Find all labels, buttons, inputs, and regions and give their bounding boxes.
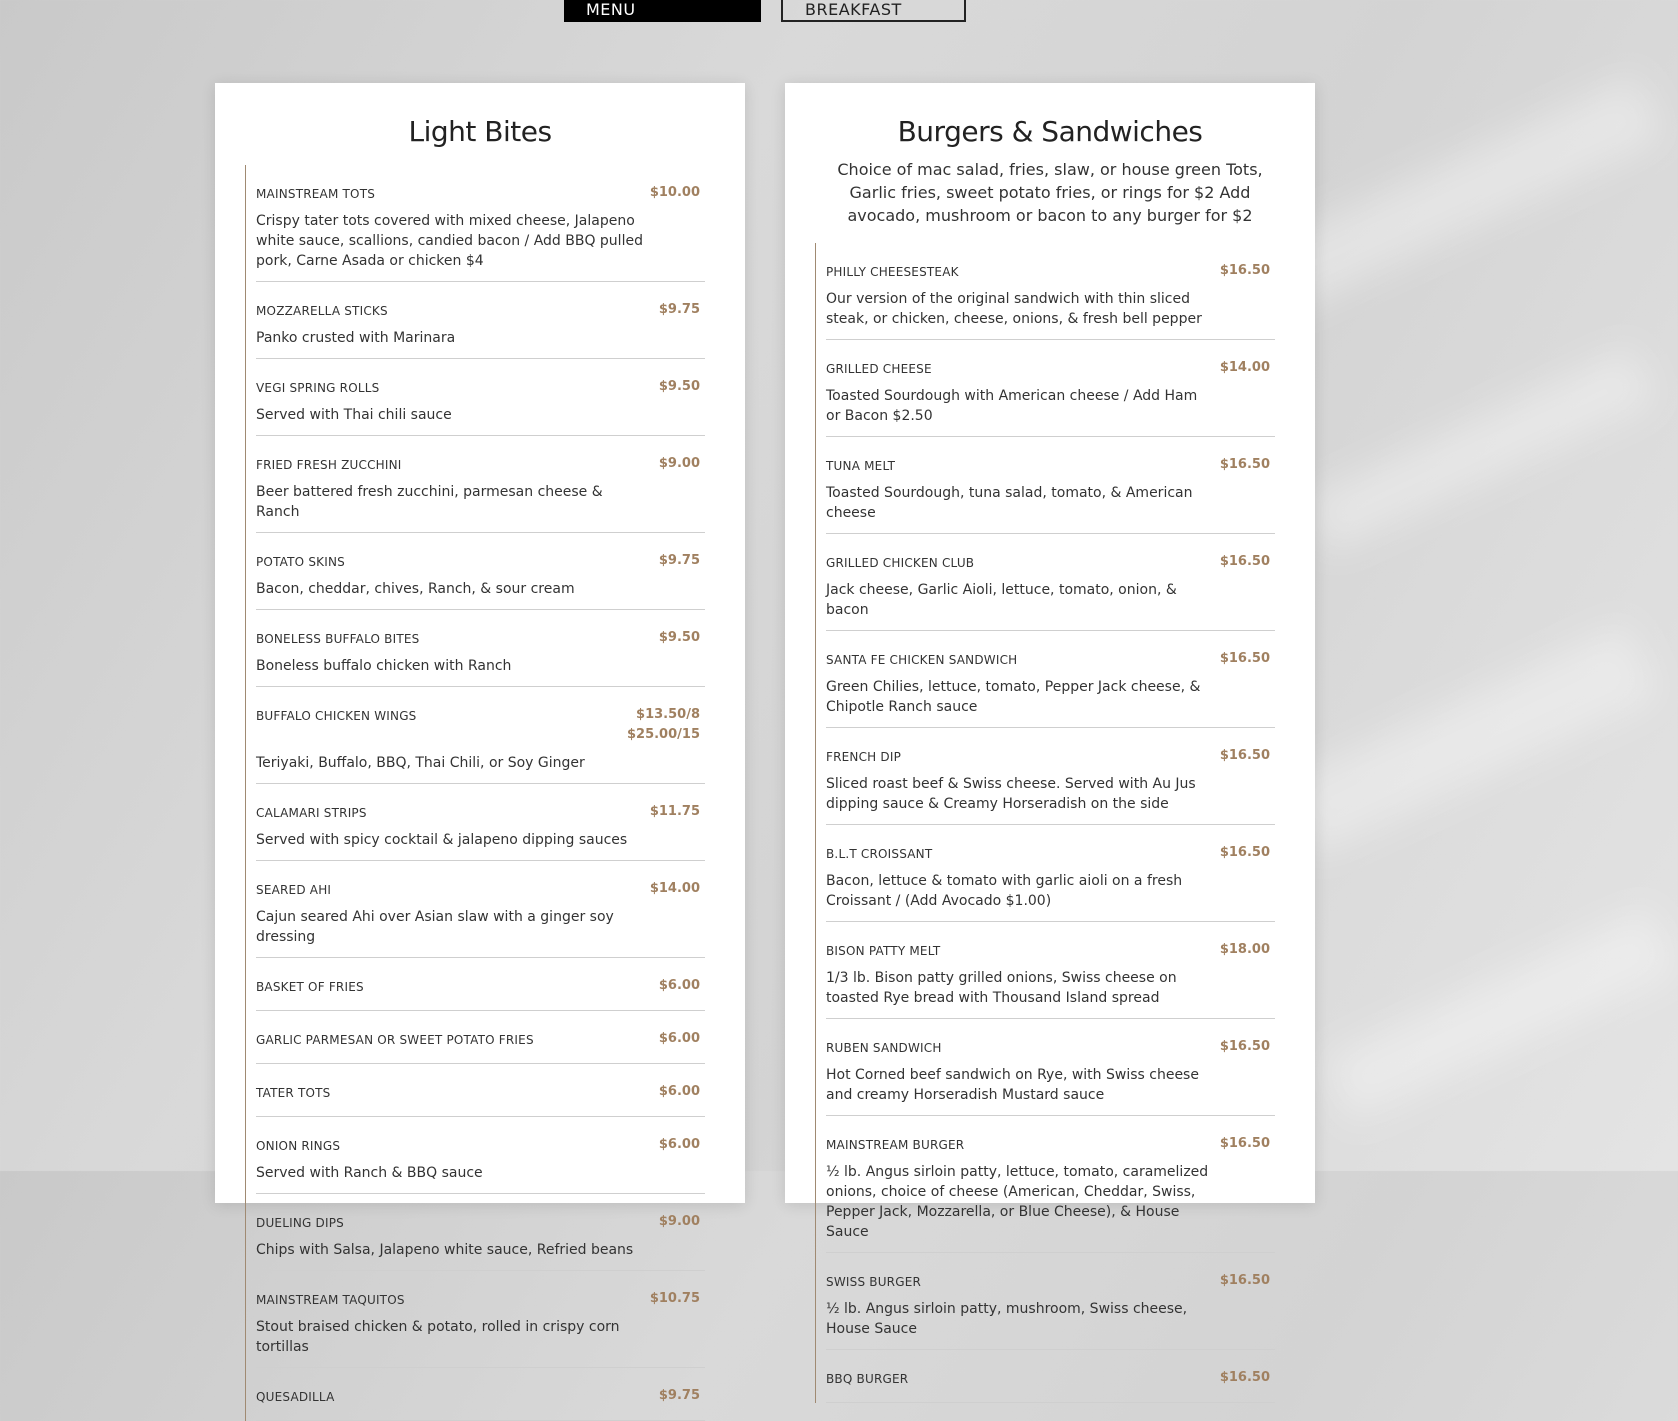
menu-item-name: MOZZARELLA STICKS (256, 304, 388, 318)
menu-item (256, 610, 705, 687)
menu-item-price (659, 628, 705, 648)
menu-item-name: MAINSTREAM TOTS (256, 187, 376, 201)
menu-item-name: PHILLY CHEESESTEAK (826, 265, 959, 279)
menu-item (256, 1368, 705, 1421)
menu-item-price-value: $16.50 (1219, 845, 1270, 860)
menu-item-head (826, 1368, 1275, 1388)
menu-item-price-value: $9.75 (658, 1388, 700, 1403)
light-bites-title: Light Bites (408, 115, 552, 148)
menu-item-description: Teriyaki, Buffalo, BBQ, Thai Chili, or Soy Ginger (256, 755, 585, 771)
menu-item-price (659, 377, 705, 397)
light-bites-card (215, 83, 745, 1404)
menu-item (256, 165, 705, 282)
menu-item-price-value: $16.50 (1219, 457, 1270, 472)
menu-item-name: SANTA FE CHICKEN SANDWICH (826, 653, 1018, 667)
menu-item-description: Cajun seared Ahi over Asian slaw with a ginger soy dressing (256, 909, 614, 945)
menu-item-name: QUESADILLA (256, 1390, 335, 1404)
menu-item-price (650, 802, 705, 822)
menu-item-price-value: $6.00 (658, 1137, 700, 1152)
menu-item-head (826, 358, 1275, 378)
menu-item-price-value: $16.50 (1219, 1273, 1270, 1288)
menu-item (256, 958, 705, 1011)
menu-item-price-value: $9.50 (658, 379, 700, 394)
menu-item-name: DUELING DIPS (256, 1216, 344, 1230)
menu-item-price-value: $6.00 (658, 1084, 700, 1099)
menu-item-description: Served with Ranch & BBQ sauce (256, 1165, 483, 1181)
menu-item-price-value: $9.75 (658, 553, 700, 568)
menu-item-price (659, 300, 705, 320)
menu-item-price-value: $9.00 (658, 1214, 700, 1229)
menu-item-price (659, 551, 705, 571)
menu-item-price-value: $16.50 (1219, 1136, 1270, 1151)
menu-item-name: MAINSTREAM BURGER (826, 1138, 965, 1152)
menu-item-price (659, 1029, 705, 1049)
burgers-title: Burgers & Sandwiches (897, 115, 1203, 148)
menu-item-name: TUNA MELT (826, 459, 896, 473)
menu-item (826, 631, 1275, 728)
menu-item-price-value: $9.75 (658, 302, 700, 317)
menu-item-name: SWISS BURGER (826, 1275, 922, 1289)
menu-item-price (659, 1212, 705, 1232)
menu-item (256, 533, 705, 610)
menu-item-head (256, 1135, 705, 1155)
menu-item (256, 436, 705, 533)
menu-item-name: BBQ BURGER (826, 1372, 909, 1386)
menu-item-head (256, 1029, 705, 1049)
menu-item-description: Toasted Sourdough, tuna salad, tomato, & American cheese (826, 485, 1193, 521)
menu-item-head (256, 1212, 705, 1232)
menu-item-price (1220, 552, 1275, 572)
menu-item-price-value: $10.75 (649, 1291, 700, 1306)
menu-item-head (256, 377, 705, 397)
menu-item-description: Served with Thai chili sauce (256, 407, 452, 423)
menu-item-price (1220, 746, 1275, 766)
burgers-list (815, 243, 1275, 1403)
menu-item-head (256, 551, 705, 571)
menu-item-name: RUBEN SANDWICH (826, 1041, 942, 1055)
menu-item (256, 359, 705, 436)
menu-item (826, 1116, 1275, 1253)
menu-item (256, 1117, 705, 1194)
menu-item-head (256, 1082, 705, 1102)
menu-item-name: FRIED FRESH ZUCCHINI (256, 458, 402, 472)
menu-item-price (659, 454, 705, 474)
menu-item-description: Bacon, cheddar, chives, Ranch, & sour cream (256, 581, 575, 597)
menu-item-description: Boneless buffalo chicken with Ranch (256, 658, 512, 674)
menu-item (256, 1064, 705, 1117)
menu-item-name: GRILLED CHICKEN CLUB (826, 556, 975, 570)
menu-tabs (0, 0, 1530, 22)
menu-item-name: CALAMARI STRIPS (256, 806, 367, 820)
menu-item-name: SEARED AHI (256, 883, 332, 897)
menu-item-name: BONELESS BUFFALO BITES (256, 632, 420, 646)
menu-item-head (256, 1386, 705, 1406)
menu-item-price-value: $9.00 (658, 456, 700, 471)
burgers-note: Choice of mac salad, fries, slaw, or house green Tots, Garlic fries, sweet potato fries, or rings for $2 Add avocado, mushroom or bacon to any burger for $2 (837, 160, 1263, 225)
menu-item-head (256, 705, 705, 745)
menu-item-price (1220, 1134, 1275, 1154)
menu-item-price (659, 976, 705, 996)
menu-item-price-value: $6.00 (658, 1031, 700, 1046)
menu-item-head (826, 1037, 1275, 1057)
menu-item-description: Jack cheese, Garlic Aioli, lettuce, tomato, onion, & bacon (826, 582, 1177, 618)
menu-item (826, 1019, 1275, 1116)
menu-item-description: Bacon, lettuce & tomato with garlic aioli on a fresh Croissant / (Add Avocado $1.00) (826, 873, 1183, 909)
menu-item-name: MAINSTREAM TAQUITOS (256, 1293, 405, 1307)
menu-item (256, 1271, 705, 1368)
menu-item-price-value: $16.50 (1219, 748, 1270, 763)
menu-item-price-value: $18.00 (1219, 942, 1270, 957)
menu-item-description: 1/3 lb. Bison patty grilled onions, Swiss cheese on toasted Rye bread with Thousand Island spread (826, 970, 1177, 1006)
menu-item-head (256, 802, 705, 822)
menu-item-price (659, 1386, 705, 1406)
menu-item-price (1220, 843, 1275, 863)
menu-item-head (256, 183, 705, 203)
menu-item-price-value: $16.50 (1219, 651, 1270, 666)
menu-item-description: Panko crusted with Marinara (256, 330, 456, 346)
menu-item-price (1220, 1037, 1275, 1057)
menu-item (826, 922, 1275, 1019)
menu-item-price-value: $16.50 (1219, 1039, 1270, 1054)
menu-item-head (256, 1289, 705, 1309)
menu-item-description: Stout braised chicken & potato, rolled in crispy corn tortillas (256, 1319, 620, 1355)
menu-item-price (1220, 940, 1275, 960)
menu-item (826, 1253, 1275, 1350)
menu-item-head (826, 746, 1275, 766)
menu-item-head (826, 1134, 1275, 1154)
menu-item-price (1220, 358, 1275, 378)
menu-item-name: TATER TOTS (256, 1086, 331, 1100)
menu-item-head (826, 552, 1275, 572)
menu-item (826, 728, 1275, 825)
menu-item-description: ½ lb. Angus sirloin patty, mushroom, Swiss cheese, House Sauce (826, 1301, 1188, 1337)
menu-item (256, 784, 705, 861)
menu-item-price (1220, 261, 1275, 281)
menu-item-description: ½ lb. Angus sirloin patty, lettuce, tomato, caramelized onions, choice of cheese (American, Cheddar, Swiss, Pepper Jack, Mozzarella, or Blue Cheese), & House Sauce (826, 1164, 1209, 1240)
menu-item-price (1220, 455, 1275, 475)
menu-item-head (826, 455, 1275, 475)
menu-item-name: ONION RINGS (256, 1139, 341, 1153)
tab-poway-breakfast[interactable]: BREAKFAST (781, 0, 966, 22)
menu-item-price (1220, 649, 1275, 669)
menu-item (826, 340, 1275, 437)
menu-item-name: BUFFALO CHICKEN WINGS (256, 709, 417, 723)
menu-item (826, 825, 1275, 922)
menu-item-description: Crispy tater tots covered with mixed cheese, Jalapeno white sauce, scallions, candied bacon / Add BBQ pulled pork, Carne Asada or chicken $4 (256, 213, 643, 269)
menu-item-price-value: $14.00 (649, 881, 700, 896)
menu-item-head (826, 649, 1275, 669)
menu-item-price (650, 879, 705, 899)
menu-item-price (650, 1289, 705, 1309)
menu-item-name: GARLIC PARMESAN OR SWEET POTATO FRIES (256, 1033, 534, 1047)
menu-item-name: BISON PATTY MELT (826, 944, 941, 958)
menu-item-head (256, 879, 705, 899)
menu-item-name: GRILLED CHEESE (826, 362, 932, 376)
menu-item-name: POTATO SKINS (256, 555, 345, 569)
menu-item-price-value: $14.00 (1219, 360, 1270, 375)
burgers-card (785, 83, 1315, 1386)
menu-item-price (659, 1135, 705, 1155)
menu-item-price-value: $16.50 (1219, 554, 1270, 569)
menu-item (256, 1194, 705, 1271)
menu-item (256, 1011, 705, 1064)
menu-item-name: VEGI SPRING ROLLS (256, 381, 380, 395)
menu-item (826, 437, 1275, 534)
menu-item-price (659, 1082, 705, 1102)
menu-item-price-value-2: $25.00/15 (626, 727, 700, 742)
menu-item-head (256, 454, 705, 474)
menu-item-price-value: $16.50 (1219, 263, 1270, 278)
menu-item-description: Green Chilies, lettuce, tomato, Pepper Jack cheese, & Chipotle Ranch sauce (826, 679, 1201, 715)
menu-item-price (1220, 1368, 1275, 1388)
menu-item-price-value: $11.75 (649, 804, 700, 819)
menu-item-description: Toasted Sourdough with American cheese / Add Ham or Bacon $2.50 (826, 388, 1198, 424)
menu-item-description: Hot Corned beef sandwich on Rye, with Swiss cheese and creamy Horseradish Mustard sauce (826, 1067, 1199, 1103)
menu-item (826, 243, 1275, 340)
tab-poway-main-menu[interactable]: MENU (564, 0, 761, 22)
menu-item-description: Served with spicy cocktail & jalapeno dipping sauces (256, 832, 628, 848)
menu-item-head (826, 843, 1275, 863)
menu-item-price (650, 183, 705, 203)
menu-item-name: BASKET OF FRIES (256, 980, 364, 994)
menu-item-description: Sliced roast beef & Swiss cheese. Served with Au Jus dipping sauce & Creamy Horseradish on the side (826, 776, 1196, 812)
menu-item (826, 534, 1275, 631)
menu-item (256, 861, 705, 958)
menu-item-head (826, 1271, 1275, 1291)
menu-item-price-value: $13.50/8 (636, 707, 700, 722)
menu-item-price-value: $6.00 (658, 978, 700, 993)
menu-item-price (1220, 1271, 1275, 1291)
menu-item-name: B.L.T CROISSANT (826, 847, 933, 861)
menu-item-price-value: $10.00 (649, 185, 700, 200)
menu-item-price (627, 705, 705, 745)
menu-item-head (826, 940, 1275, 960)
menu-item-head (256, 300, 705, 320)
menu-item (256, 282, 705, 359)
light-bites-list (245, 165, 705, 1421)
menu-item-head (256, 976, 705, 996)
menu-item-head (256, 628, 705, 648)
menu-item-description: Chips with Salsa, Jalapeno white sauce, Refried beans (256, 1242, 634, 1258)
menu-item-head (826, 261, 1275, 281)
menu-item-description: Beer battered fresh zucchini, parmesan cheese & Ranch (256, 484, 603, 520)
menu-item (826, 1350, 1275, 1403)
menu-item-price-value: $16.50 (1219, 1370, 1270, 1385)
menu-item-price-value: $9.50 (658, 630, 700, 645)
menu-item-name: FRENCH DIP (826, 750, 902, 764)
menu-item (256, 687, 705, 784)
menu-item-description: Our version of the original sandwich with thin sliced steak, or chicken, cheese, onions, & fresh bell pepper (826, 291, 1202, 327)
